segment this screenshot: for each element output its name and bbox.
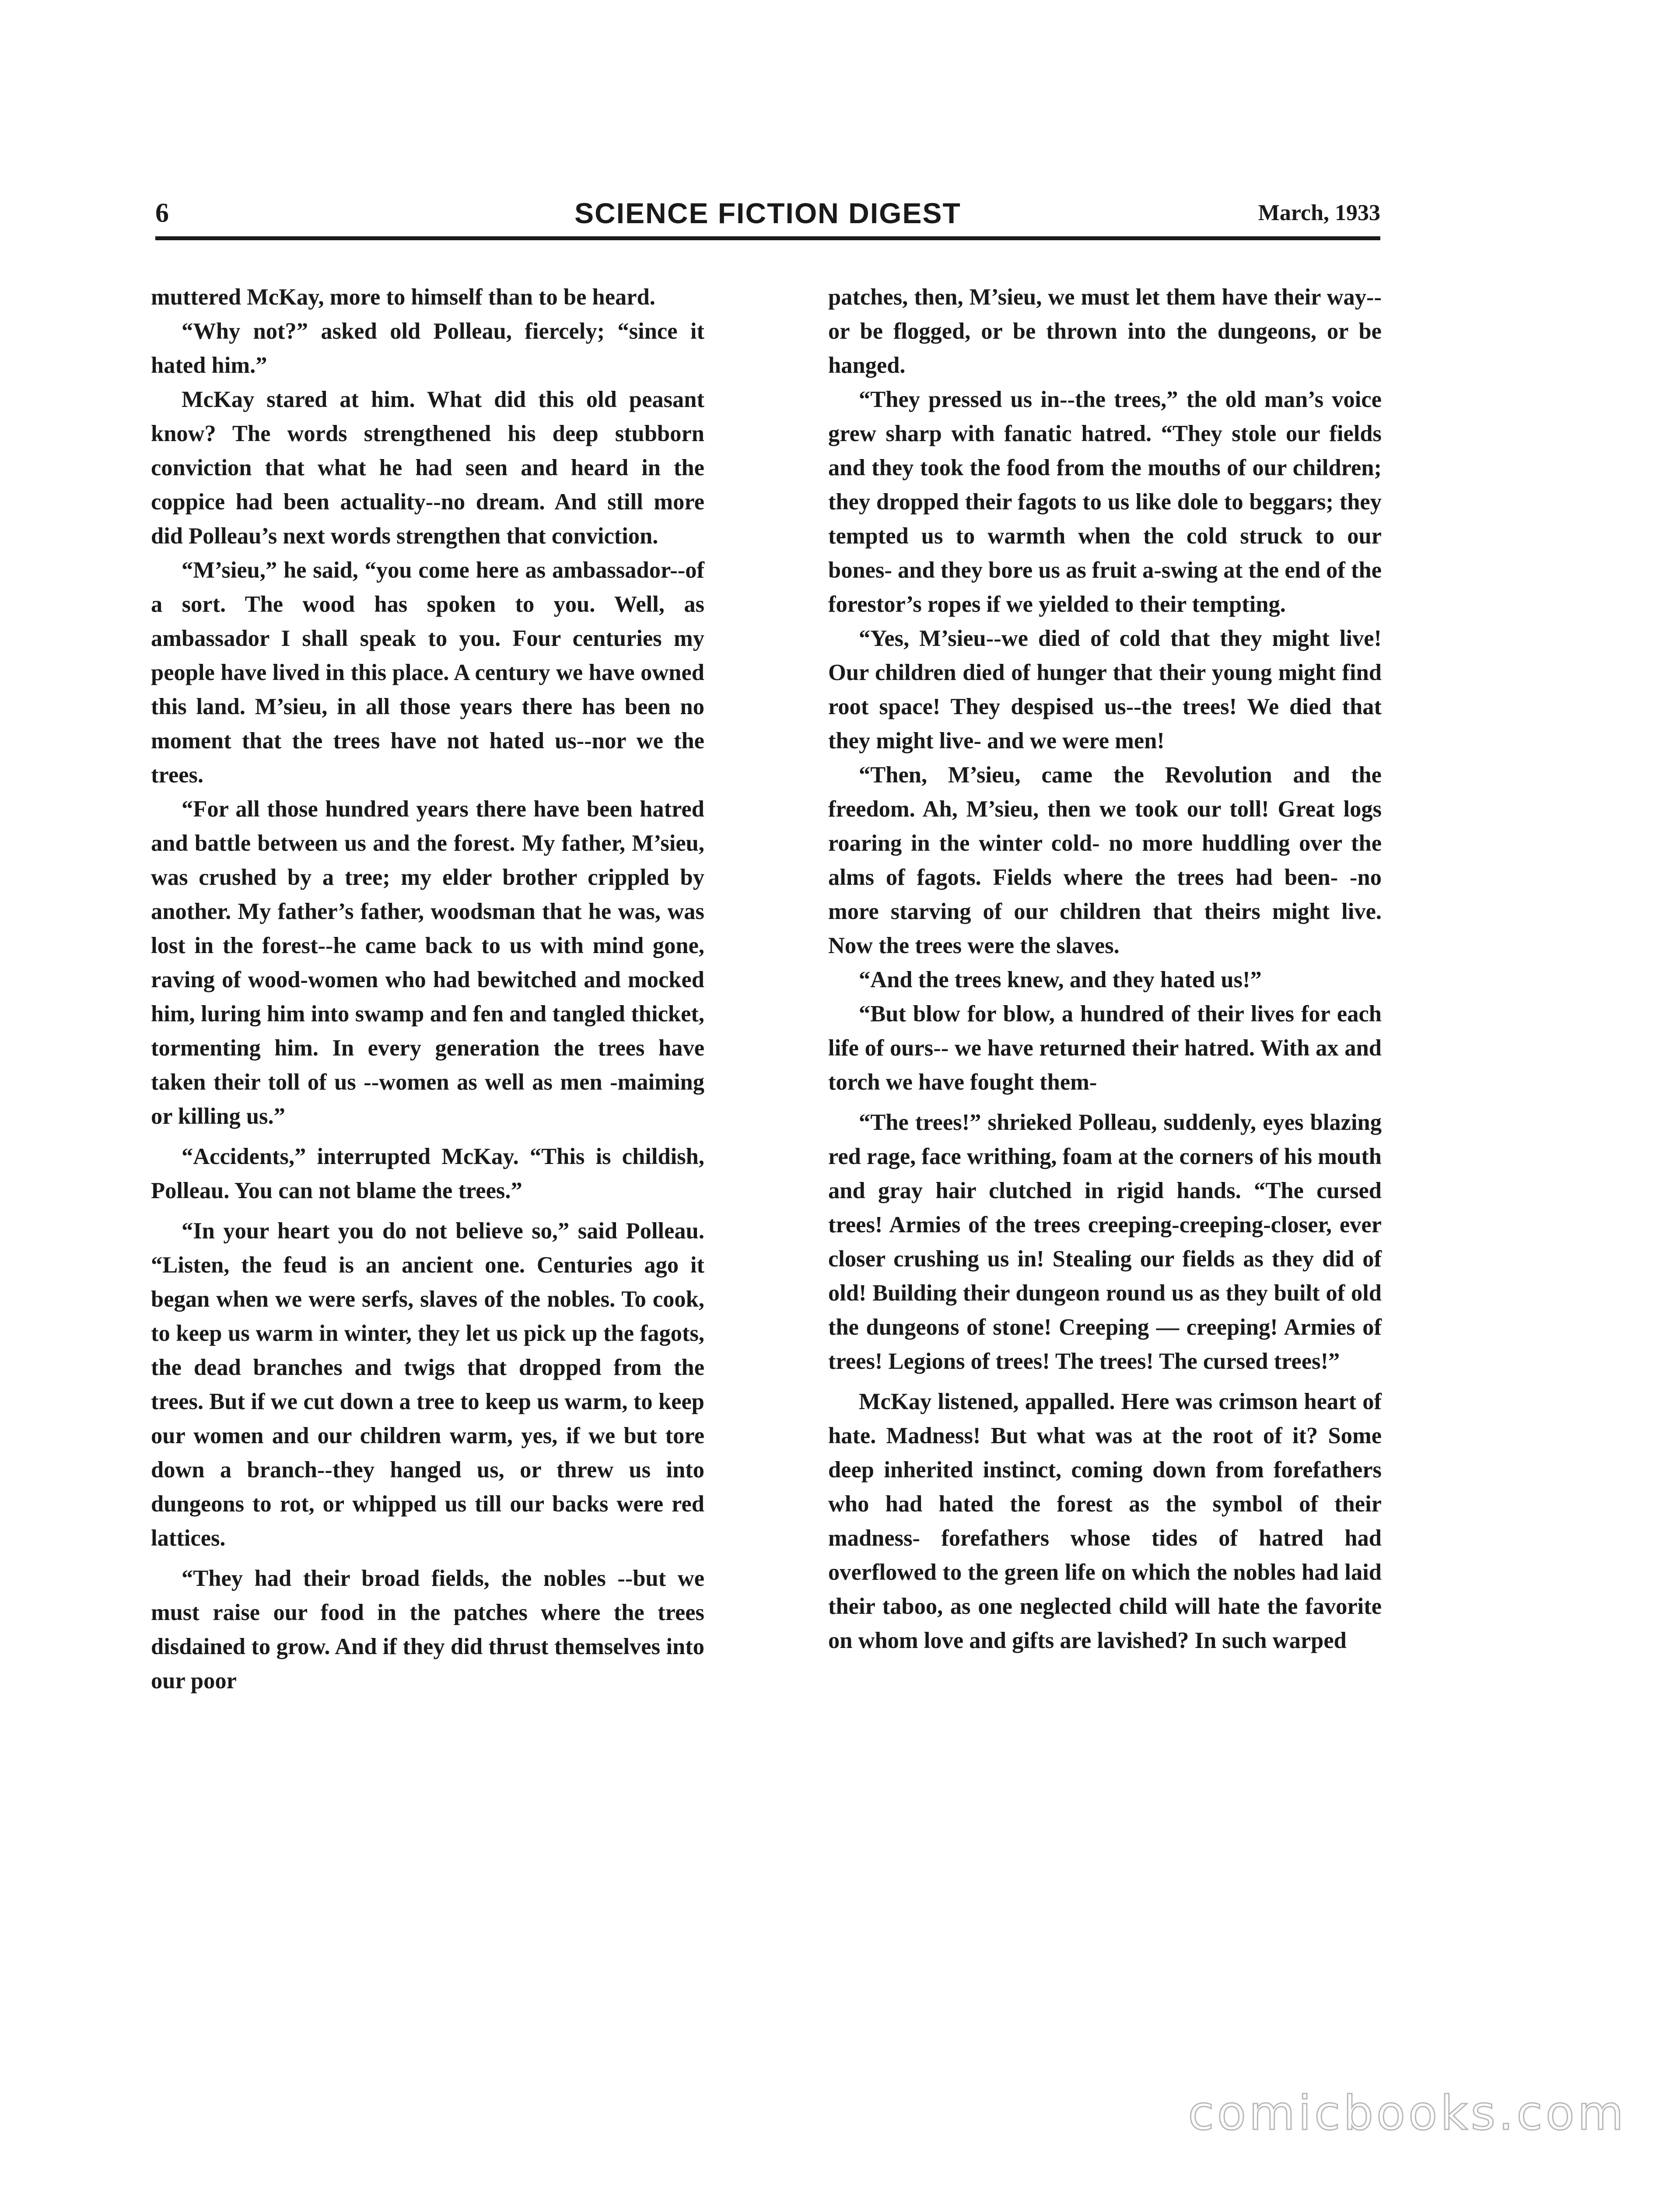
paragraph: patches, then, M’sieu, we must let them have their way--or be flogged, or be thrown into the dungeons, or be hanged.	[828, 284, 1382, 378]
paragraph: “They pressed us in--the trees,” the old man’s voice grew sharp with fanatic hatred. “They stole our fields and they took the food from the mouths of our children; they dropped their fagots to us like dole to beggars; they tempted us to warmth when the cold struck to our bones- and they bore us as fruit a-swing at the end of the forestor’s ropes if we yielded to their tempting.	[828, 387, 1382, 617]
issue-date: March, 1933	[1258, 200, 1380, 225]
paragraph: “For all those hundred years there have been hatred and battle between us and the forest. My father, M’sieu, was crushed by a tree; my elder brother crippled by another. My father’s father, woodsman that he was, was lost in the forest--he came back to us with mind gone, raving of wood-women who had bewitched and mocked him, luring him into swamp and fen and tangled thicket, tormenting him. In every generation the trees have taken their toll of us --women as well as men -maiming or killing us.”	[151, 796, 704, 1129]
site-watermark: comicbooks.com	[1188, 2086, 1627, 2141]
paragraph: “In your heart you do not believe so,” said Polleau. “Listen, the feud is an ancient one. Centuries ago it began when we were serfs, slaves of the nobles. To cook, to keep us warm in winter, they let us pick up the fagots, the dead branches and twigs that dropped from the trees. But if we cut down a tree to keep us warm, to keep our women and our children warm, yes, if we but tore down a branch--they hanged us, or threw us into dungeons to rot, or whipped us till our backs were red lattices.	[151, 1218, 704, 1551]
paragraph: “They had their broad fields, the nobles --but we must raise our food in the patches where the trees disdained to grow. And if they did thrust themselves into our poor	[151, 1566, 704, 1694]
paragraph: “And the trees knew, and they hated us!”	[859, 967, 1262, 992]
paragraph: “Accidents,” interrupted McKay. “This is childish, Polleau. You can not blame the trees.”	[151, 1144, 704, 1203]
paragraph: “But blow for blow, a hundred of their lives for each life of ours-- we have returned their hatred. With ax and torch we have fought them-	[828, 1001, 1382, 1095]
paragraph: McKay listened, appalled. Here was crimson heart of hate. Madness! But what was at the root of it? Some deep inherited instinct, coming down from forefathers who had hated the forest as the symbol of their madness- forefathers whose tides of hatred had overflowed to the green life on which the nobles had laid their taboo, as one neglected child will hate the favorite on whom love and gifts are lavished? In such warped	[828, 1389, 1382, 1653]
paragraph: “Yes, M’sieu--we died of cold that they might live! Our children died of hunger that their young might find root space! They despised us--the trees! We died that they might live- and we were men!	[828, 626, 1382, 754]
paragraph: McKay stared at him. What did this old peasant know? The words strengthened his deep stubborn conviction that what he had seen and heard in the coppice had been actuality--no dream. And still more did Polleau’s next words strengthen that conviction.	[151, 387, 704, 549]
header-rule	[155, 236, 1380, 240]
page-number: 6	[155, 198, 169, 228]
magazine-title: SCIENCE FICTION DIGEST	[574, 197, 961, 229]
paragraph: “Why not?” asked old Polleau, fiercely; “since it hated him.”	[151, 319, 704, 378]
paragraph: “The trees!” shrieked Polleau, suddenly, eyes blazing red rage, face writhing, foam at the corners of his mouth and gray hair clutched in rigid hands. “The cursed trees! Armies of the trees creeping-creeping-closer, ever closer crushing us in! Stealing our fields as they did of old! Building their dungeon round us as they built of old the dungeons of stone! Creeping — creeping! Armies of trees! Legions of trees! The trees! The cursed trees!”	[828, 1110, 1382, 1374]
page-header	[155, 193, 1380, 233]
left-column	[151, 280, 704, 1698]
paragraph: “M’sieu,” he said, “you come here as ambassador--of a sort. The wood has spoken to you. Well, as ambassador I shall speak to you. Four centuries my people have lived in this place. A century we have owned this land. M’sieu, in all those years there has been no moment that the trees have not hated us--nor we the trees.	[151, 558, 704, 788]
right-column	[828, 280, 1382, 1658]
paragraph: muttered McKay, more to himself than to be heard.	[151, 284, 655, 310]
paragraph: “Then, M’sieu, came the Revolution and the freedom. Ah, M’sieu, then we took our toll! Great logs roaring in the winter cold- no more huddling over the alms of fagots. Fields where the trees had been- -no more starving of our children that theirs might live. Now the trees were the slaves.	[828, 762, 1382, 958]
